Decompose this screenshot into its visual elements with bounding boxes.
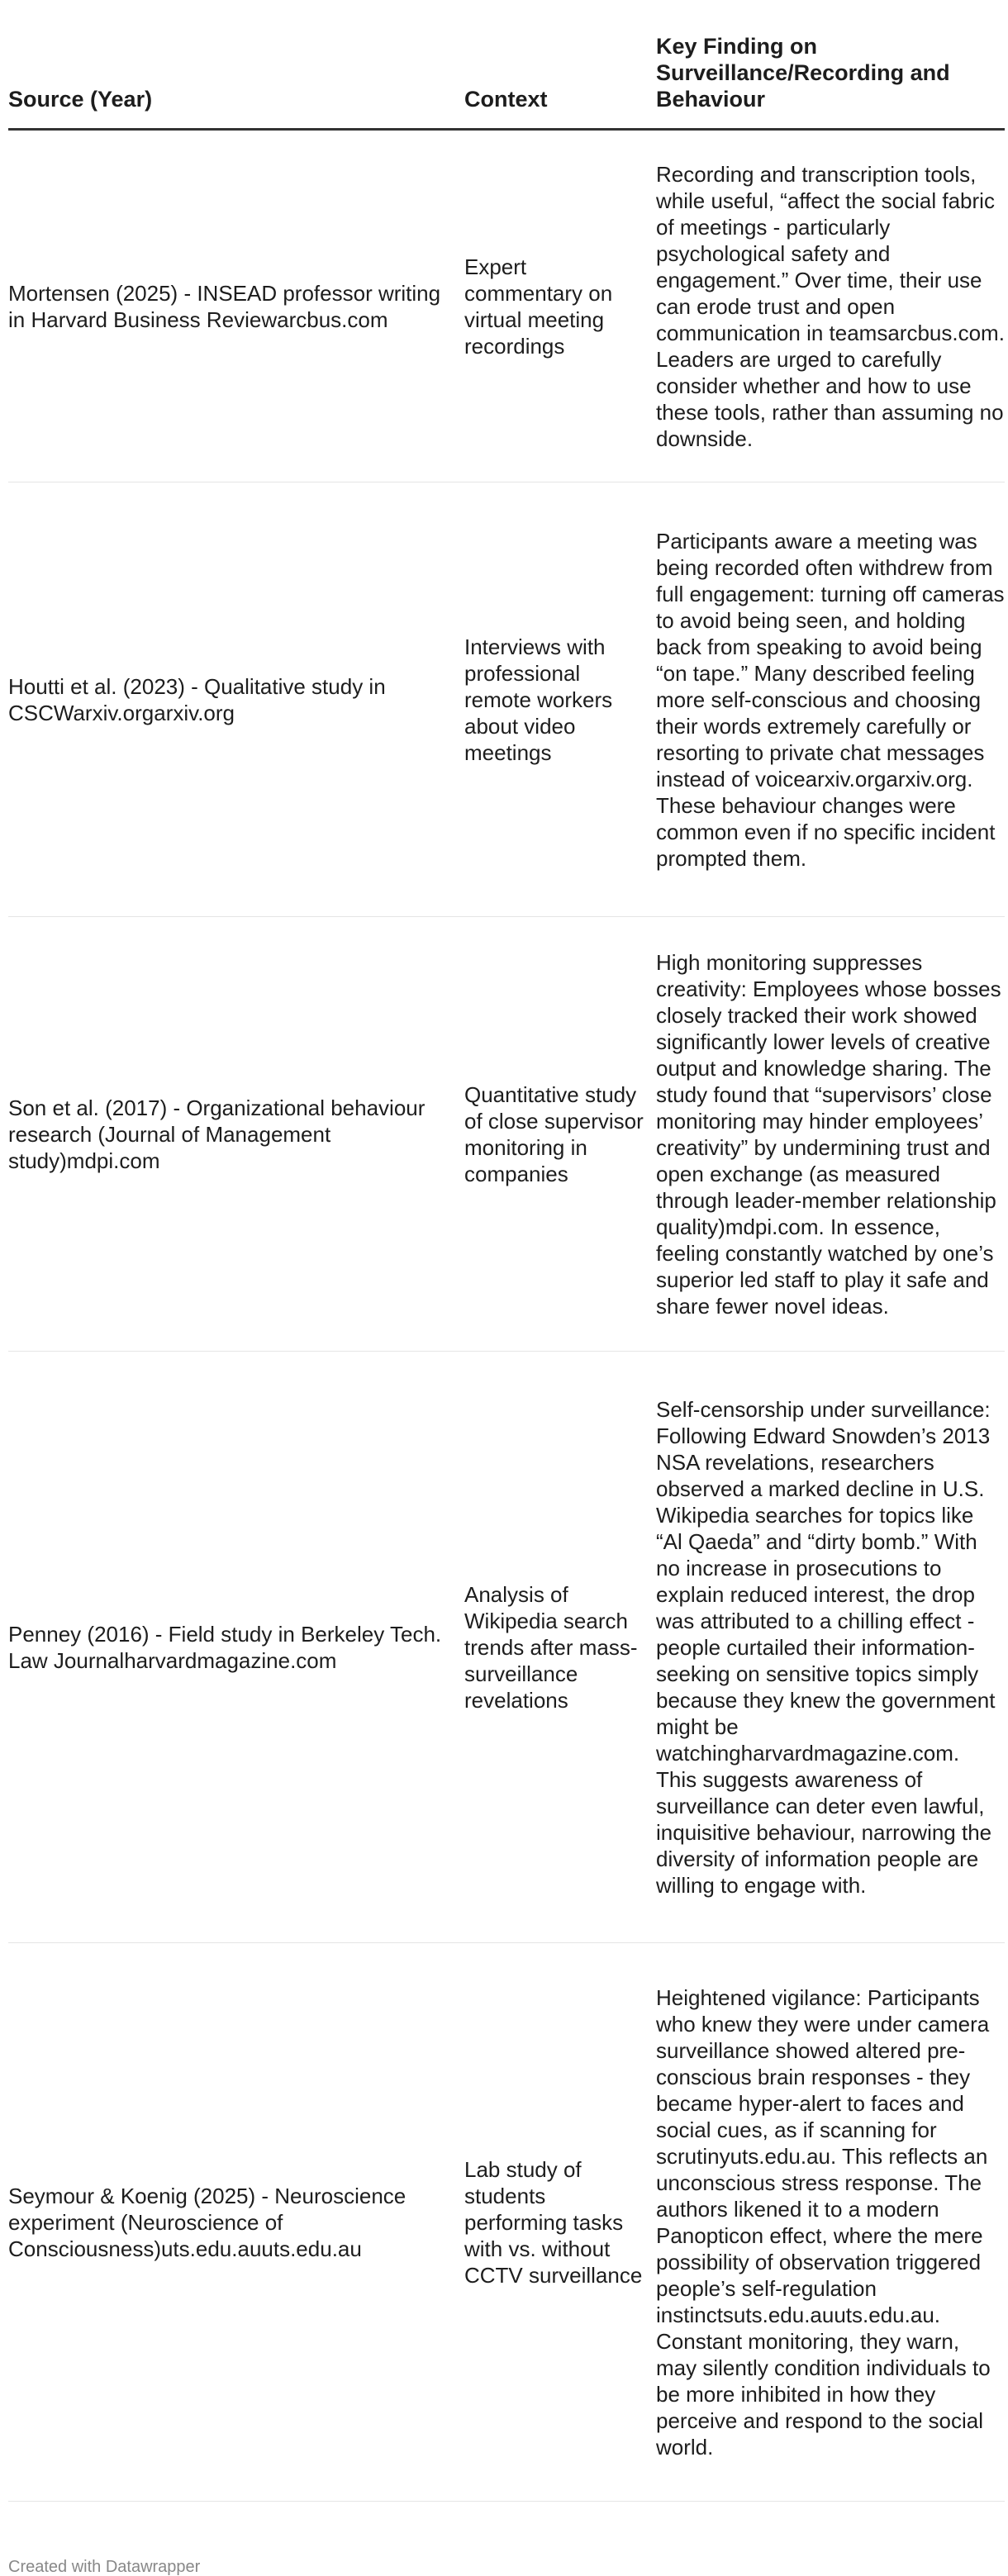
row-context: Quantitative study of close supervisor monitoring in companies (464, 1081, 644, 1186)
table-row (8, 482, 1005, 917)
table-row (8, 131, 1005, 482)
row-finding: High monitoring suppresses creativity: Employees whose bosses closely tracked their work showed significantly lower levels of creative output and knowledge sharing. The study found that “supervisors’ close monitoring may hinder employees’ creativity” by undermining trust and open exchange (as measured through leader-member relationship quality)mdpi.com. In essence, feeling constantly watched by one’s superior led staff to play it safe and share fewer novel ideas. (656, 949, 1001, 1319)
row-context: Analysis of Wikipedia search trends after mass-surveillance revelations (464, 1581, 638, 1713)
header-context: Context (464, 87, 548, 112)
row-finding: Self-censorship under surveillance: Following Edward Snowden’s 2013 NSA revelations, researchers observed a marked decline in U.S. Wikipedia searches for topics like “Al Qaeda” and “dirty bomb.” With no increase in prosecutions to explain reduced interest, the drop was attributed to a chilling effect - people curtailed their information-seeking on sensitive topics simply because they knew the government might be watchingharvardmagazine.com. This suggests awareness of surveillance can deter even lawful, inquisitive behaviour, narrowing the diversity of information people are willing to engage with. (656, 1396, 996, 1898)
row-finding: Heightened vigilance: Participants who knew they were under camera surveillance showed altered pre-conscious brain responses - they became hyper-alert to faces and social cues, as if scanning for scrutinyuts.edu.au. This reflects an unconscious stress response. The authors likened it to a modern Panopticon effect, where the mere possibility of observation triggered people’s self-regulation instinctsuts.edu.auuts.edu.au. Constant monitoring, they warn, may silently condition individuals to be more inhibited in how they perceive and respond to the social world. (656, 1984, 991, 2460)
table-header (8, 0, 1005, 131)
row-finding: Recording and transcription tools, while useful, “affect the social fabric of meetings - particularly psychological safety and engagement.” Over time, their use can erode trust and open communication in teamsarcbus.com. Leaders are urged to carefully consider whether and how to use these tools, rather than assuming no downside. (656, 161, 1005, 451)
table-row (8, 917, 1005, 1352)
row-context: Interviews with professional remote workers about video meetings (464, 634, 613, 765)
table-row (8, 1352, 1005, 1943)
row-source: Mortensen (2025) - INSEAD professor writing in Harvard Business Reviewarcbus.com (8, 280, 441, 332)
row-finding: Participants aware a meeting was being recorded often withdrew from full engagement: turning off cameras to avoid being seen, and holding back from speaking to avoid being “on tape.” Many described feeling more self-conscious and choosing their words extremely carefully or resorting to private chat messages instead of voicearxiv.orgarxiv.org. These behaviour changes were common even if no specific incident prompted them. (656, 528, 1005, 871)
header-finding: Key Finding on Surveillance/Recording and Behaviour (656, 34, 950, 112)
row-source: Houtti et al. (2023) - Qualitative study in CSCWarxiv.orgarxiv.org (8, 673, 386, 725)
row-source: Son et al. (2017) - Organizational behaviour research (Journal of Management study)mdpi.com (8, 1095, 426, 1173)
row-context: Lab study of students performing tasks with vs. without CCTV surveillance (464, 2156, 643, 2288)
header-source: Source (Year) (8, 87, 153, 112)
datawrapper-credit: Created with Datawrapper (8, 2558, 201, 2576)
findings-table (8, 0, 1005, 2502)
table-row (8, 1943, 1005, 2502)
row-source: Penney (2016) - Field study in Berkeley Tech. Law Journalharvardmagazine.com (8, 1621, 442, 1673)
row-source: Seymour & Koenig (2025) - Neuroscience experiment (Neuroscience of Consciousness)uts.edu.auuts.edu.au (8, 2183, 407, 2261)
row-context: Expert commentary on virtual meeting recordings (464, 254, 613, 359)
